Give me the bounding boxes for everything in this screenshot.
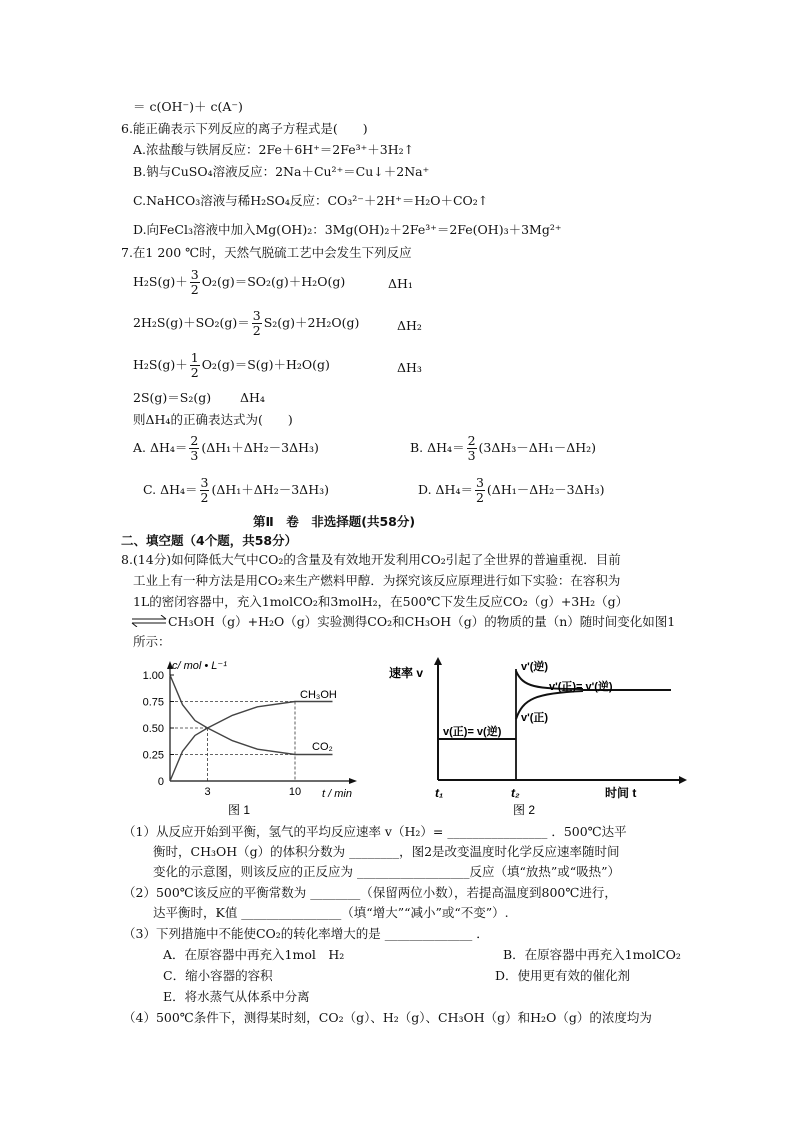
fig2-caption: 图 2	[513, 803, 536, 817]
fig2-fwd-label: v'(正)	[521, 712, 549, 724]
fig1-ch3oh-label: CH₃OH	[300, 689, 337, 701]
equilibrium-arrow-icon	[131, 615, 167, 631]
q8-sub3-option-b: B．在原容器中再充入1molCO₂	[503, 947, 681, 962]
fig2-t1-label: t₁	[435, 786, 444, 800]
fig2-rev-label: v'(逆)	[521, 661, 549, 673]
q7-eq3-dh: ΔH₃	[397, 360, 422, 375]
q8-sub4: （4）500℃条件下，测得某时刻，CO₂（g）、H₂（g）、CH₃OH（g）和H₂O（g）的浓度均为	[123, 1010, 652, 1025]
fig1-co2-label: CO₂	[312, 741, 333, 753]
section-fill-title: 二、填空题（4个题，共58分）	[121, 533, 298, 548]
q7-option-a: A. ΔH₄＝ $\frac{2}{3}$ (ΔH₁＋ΔH₂－3ΔH₃)	[133, 433, 319, 463]
q8-sub2-line-2: 达平衡时，K值 ________________（填“增大”“减小”或“不变”）.	[153, 905, 509, 920]
fig1-x-arrow	[349, 778, 357, 784]
fig1-series-ch3oh	[170, 702, 333, 782]
q7-eq4-dh: ΔH₄	[240, 390, 265, 405]
fig1-y-tick-label: 1.00	[142, 670, 164, 682]
fig1-x-label: t / min	[322, 788, 352, 800]
q7-option-b: B. ΔH₄＝ $\frac{2}{3}$ (3ΔH₃－ΔH₁－ΔH₂)	[410, 433, 597, 463]
q7-option-c: C. ΔH₄＝ $\frac{3}{2}$ (ΔH₁＋ΔH₂－3ΔH₃)	[143, 475, 329, 505]
fig1-y-tick-label: 0.25	[142, 749, 164, 762]
fig1-y-tick-label: 0.50	[142, 723, 164, 735]
fig1-series-co2	[170, 675, 333, 755]
fig1-caption: 图 1	[228, 803, 251, 817]
figure-1-chart	[130, 655, 370, 820]
q8-sub1-line-1: （1）从反应开始到平衡，氢气的平均反应速率 v（H₂）= ________________ ．500℃达平	[123, 824, 627, 839]
fig2-x-label: 时间 t	[605, 786, 637, 800]
q5-tail: ＝ c(OH⁻)＋ c(A⁻)	[133, 99, 243, 114]
q8-sub3-option-c: C．缩小容器的容积	[163, 968, 273, 983]
q8-line-4: CH₃OH（g）+H₂O（g）实验测得CO₂和CH₃OH（g）的物质的量（n）随时间变化如图1	[168, 614, 676, 629]
q8-sub3: （3）下列措施中不能使CO₂的转化率增大的是 ______________ ．	[123, 926, 489, 941]
q8-line-5: 所示：	[133, 634, 171, 649]
fig2-eq-label: v(正)= v(逆)	[443, 726, 502, 738]
q6-option-a: A.浓盐酸与铁屑反应：2Fe＋6H⁺＝2Fe³⁺＋3H₂↑	[133, 142, 415, 157]
q8-sub2-line-1: （2）500℃该反应的平衡常数为 ________（保留两位小数），若提高温度到800℃进行，	[123, 885, 617, 900]
fig1-axes	[167, 661, 357, 784]
q8-sub3-option-a: A．在原容器中再充入1mol H₂	[163, 947, 345, 962]
q8-sub3-option-e: E．将水蒸气从体系中分离	[163, 989, 310, 1004]
q8-line-1: 8.(14分)如何降低大气中CO₂的含量及有效地开发利用CO₂引起了全世界的普遍重视．目前	[121, 552, 621, 567]
q7-stem: 7.在1 200 ℃时，天然气脱硫工艺中会发生下列反应	[121, 245, 412, 260]
fig1-x-tick-label: 10	[288, 786, 302, 798]
q8-sub3-option-d: D．使用更有效的催化剂	[495, 968, 631, 983]
fig2-t2-label: t₂	[511, 786, 520, 800]
q7-eq3: H₂S(g)＋ $\frac{1}{2}$ O₂(g)＝S(g)＋H₂O(g)	[133, 350, 330, 380]
fig1-y-label: c/ mol • L⁻¹	[172, 660, 227, 672]
section-2-title: 第Ⅱ 卷 非选择题(共58分)	[253, 514, 416, 529]
q7-eq2: 2H₂S(g)＋SO₂(g)＝ $\frac{3}{2}$ S₂(g)＋2H₂O(g)	[133, 308, 360, 338]
q7-eq4: 2S(g)＝S₂(g)	[133, 390, 212, 405]
figure-2-diagram	[383, 655, 698, 820]
fig1-y-tick-label: 0	[157, 776, 164, 788]
q8-sub1-line-2: 衡时，CH₃OH（g）的体积分数为 ________，图2是改变温度时化学反应速率随时间	[153, 844, 620, 859]
q8-sub1-line-3: 变化的示意图，则该反应的正反应为 __________________反应（填“放热”或“吸热”）	[153, 864, 621, 879]
fig1-y-tick-label: 0.75	[142, 696, 164, 709]
q7-eq1-dh: ΔH₁	[388, 276, 413, 291]
q7-option-d: D. ΔH₄＝ $\frac{3}{2}$ (ΔH₁－ΔH₂－3ΔH₃)	[418, 475, 605, 505]
fig2-y-label: 速率 v	[389, 666, 424, 680]
q7-ask: 则ΔH₄的正确表达式为( )	[133, 412, 293, 427]
q6-option-b: B.钠与CuSO₄溶液反应：2Na＋Cu²⁺＝Cu↓＋2Na⁺	[133, 164, 430, 179]
q7-eq2-dh: ΔH₂	[397, 318, 422, 333]
fig2-new-eq-label: v'(正)= v'(逆)	[549, 681, 613, 693]
fig2-x-arrow	[679, 776, 687, 784]
fig1-x-tick-label: 3	[204, 786, 211, 798]
q8-line-2: 工业上有一种方法是用CO₂来生产燃料甲醇．为探究该反应原理进行如下实验：在容积为	[133, 573, 621, 588]
q6-stem: 6.能正确表示下列反应的离子方程式是( )	[121, 121, 368, 136]
q7-eq1: H₂S(g)＋ $\frac{3}{2}$ O₂(g)＝SO₂(g)＋H₂O(g)	[133, 267, 346, 297]
fig2-y-arrow	[434, 657, 442, 665]
q6-option-c: C.NaHCO₃溶液与稀H₂SO₄反应：CO₃²⁻＋2H⁺＝H₂O＋CO₂↑	[133, 193, 489, 208]
q8-line-3: 1L的密闭容器中，充入1molCO₂和3molH₂，在500℃下发生反应CO₂（g）+3H₂（g）	[133, 594, 629, 609]
q6-option-d: D.向FeCl₃溶液中加入Mg(OH)₂：3Mg(OH)₂＋2Fe³⁺＝2Fe(OH)₃＋3Mg²⁺	[133, 222, 562, 237]
